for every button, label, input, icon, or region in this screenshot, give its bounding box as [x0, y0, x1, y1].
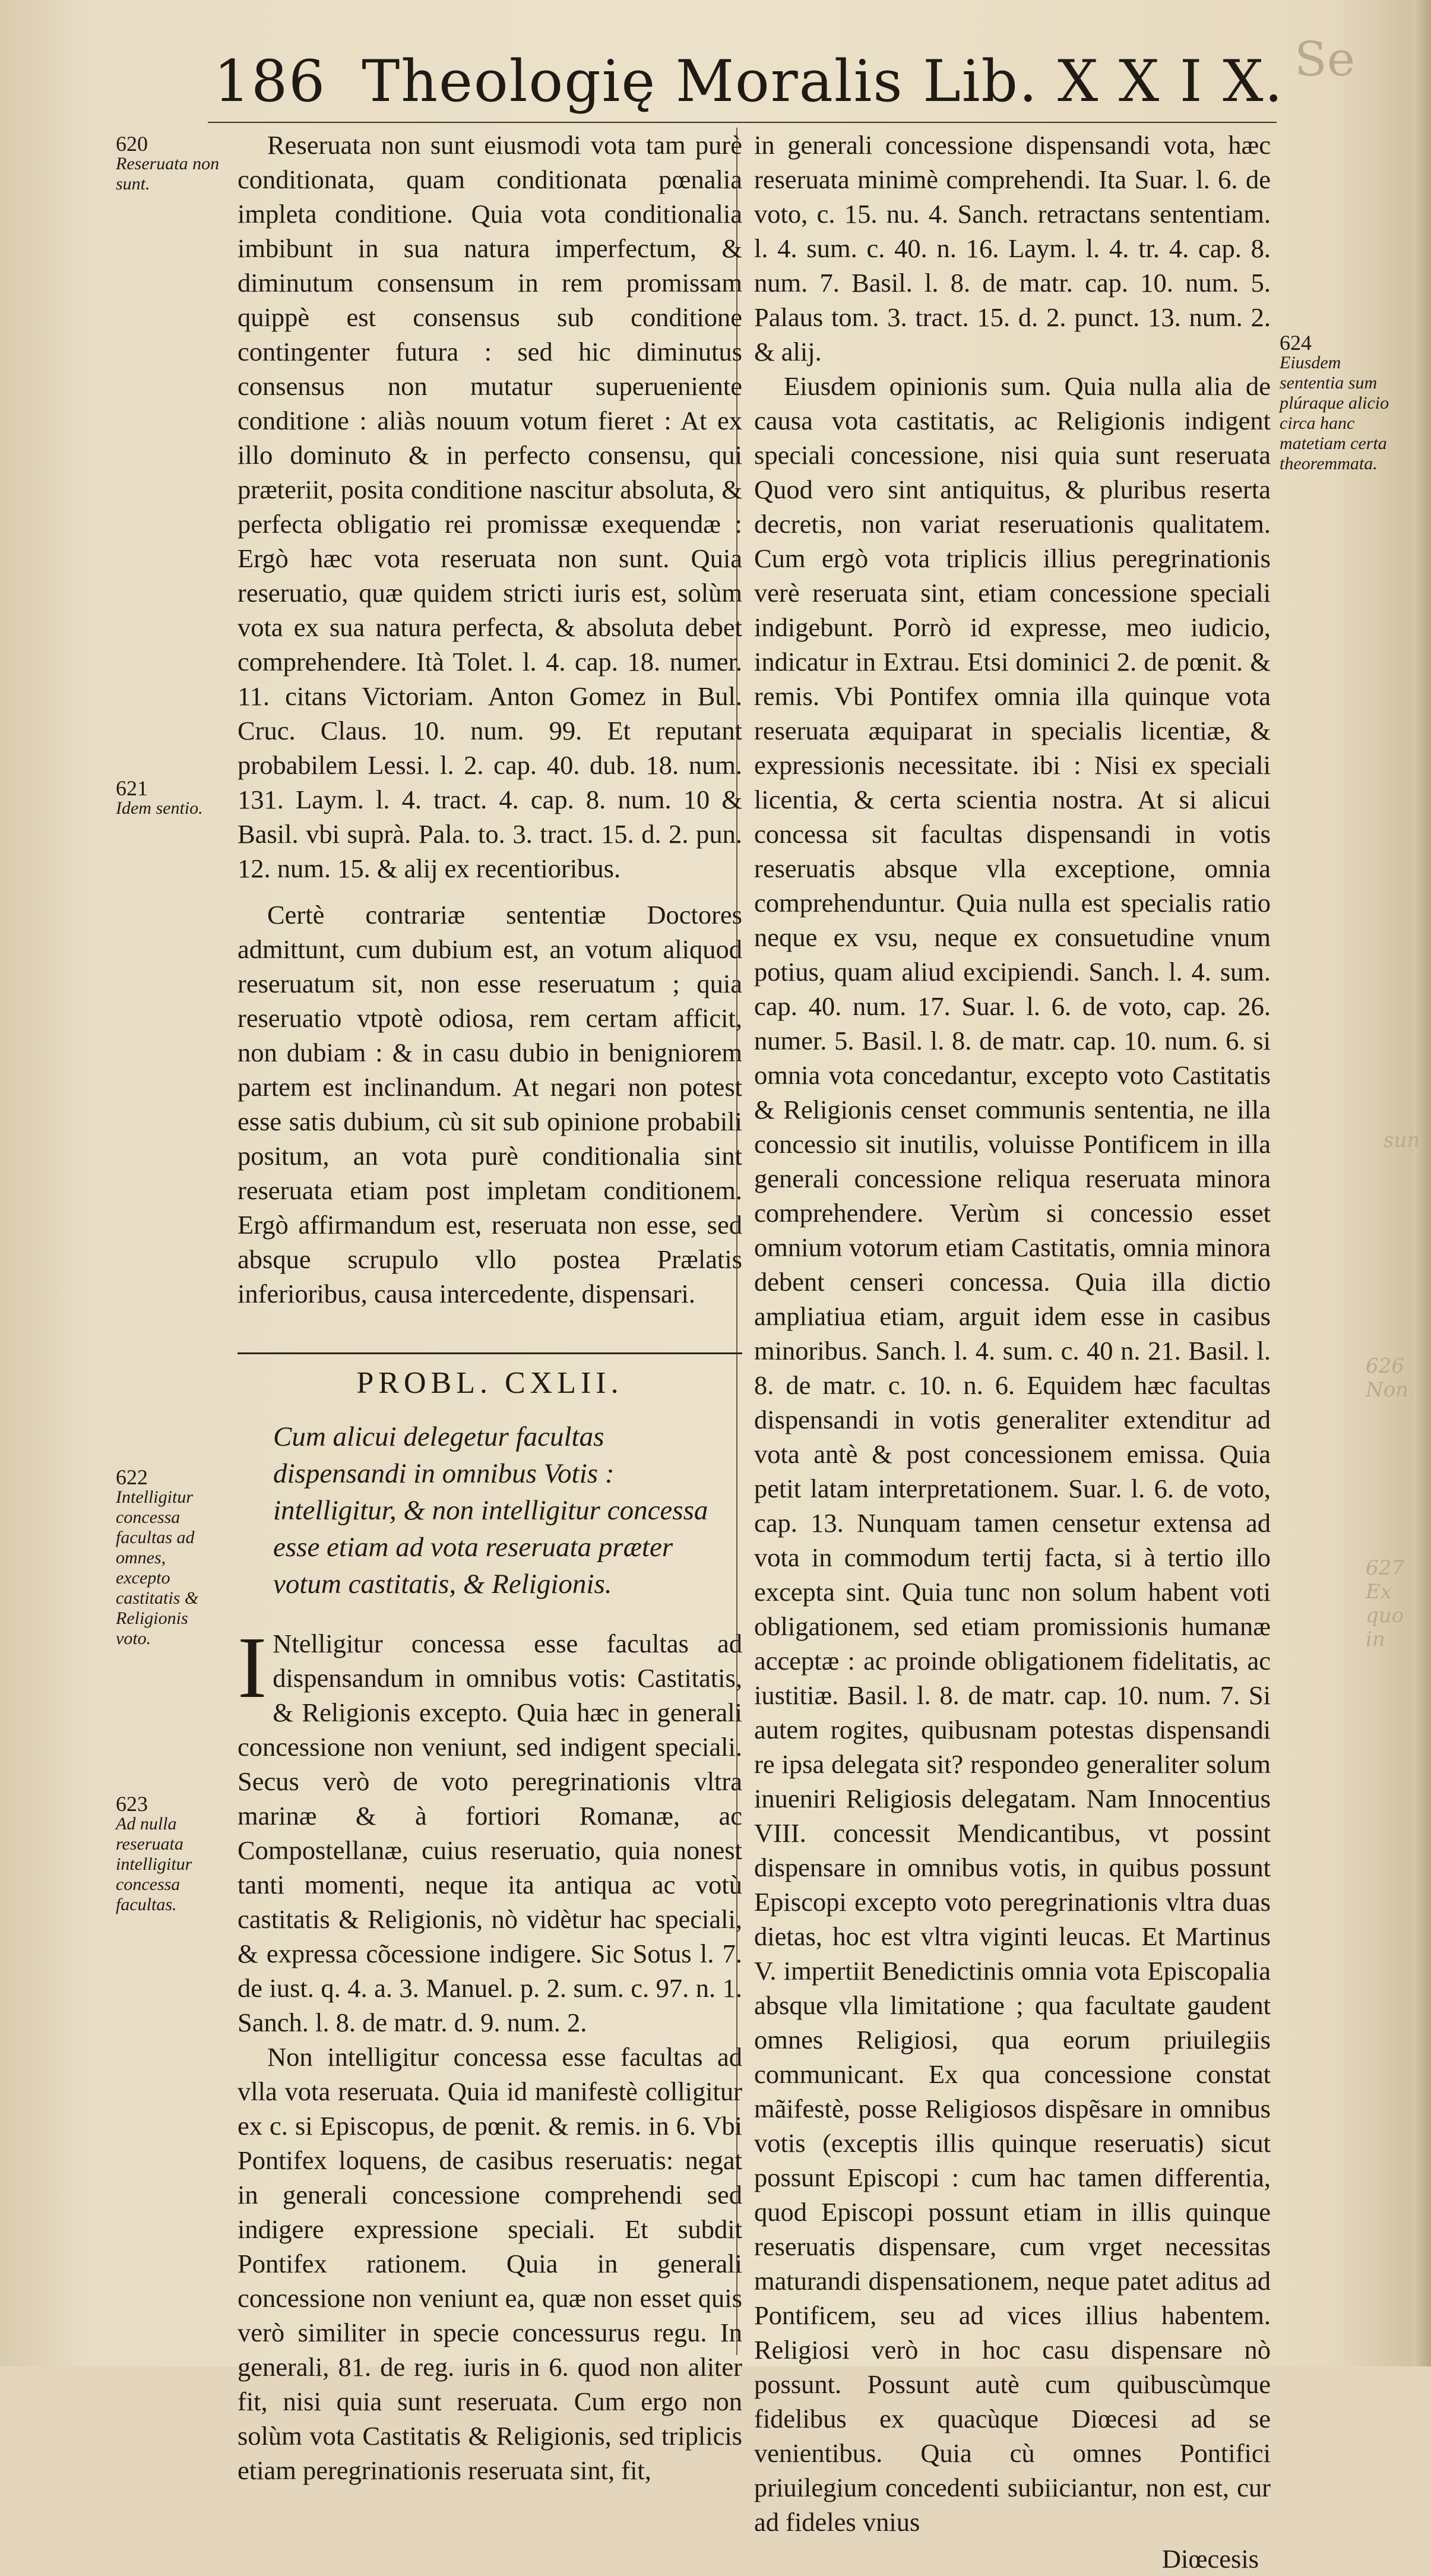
catchword: Diœcesis: [1161, 2544, 1259, 2574]
paragraph-624: Eiusdem opinionis sum. Quia nulla alia de causa vota castitatis, ac Religionis indigent speciali concessione, nisi quia sunt reseruata Quod vero sint antiquitus, & pluribus reserta decretis, non variat reseruationis qualitatem. Cum ergò vota triplicis illius peregrinationis verè reseruata sint, etiam concessione speciali indigebunt. Porrò id expresse, meo iudicio, indicatur in Extrau. Etsi dominici 2. de pœnit. & remis. Vbi Pontifex omnia illa quinque vota reseruata æquiparat in specialis licentiæ, & expressionis necessitate. ibi : Nisi ex speciali licentia, & certa scientia nostra. At si alicui concessa sit facultas dispensandi in votis reseruatis absque vlla exceptione, omnia comprehenduntur. Quia nulla est specialis ratio neque ex vsu, neque ex consuetudine vnum potius, quam aliud excipiendi. Sanch. l. 4. sum. cap. 40. num. 17. Suar. l. 6. de voto, cap. 26. numer. 5. Basil. l. 8. de matr. cap. 10. num. 6. si omnia vota concedantur, excepto voto Castitatis & Religionis censet communis sententia, ne illa concessio sit inutilis, voluisse Pontificem in illa generali concessione reliqua reseruata minora comprehendere. Verùm si concessio esset omnium votorum etiam Castitatis, omnia minora debent censeri concessa. Quia illa dictio ampliatiua etiam, arguit idem esse in casibus minoribus. Sanch. l. 4. sum. c. 40 n. 21. Basil. l. 8. de matr. c. 10. n. 6. Equidem hæc facultas dispensandi in votis generaliter extenditur ad vota antè & post concessionem emissa. Quia petit latam interpretationem. Suar. l. 6. de voto, cap. 13. Nunquam tamen censetur extensa ad vota in commodum tertij facta, si à tertio illo excepta sint. Quia tunc non solum habent voti obligationem, sed etiam promissionis humanæ acceptæ : ac proinde obligationem fidelitatis, ac iustitiæ. Basil. l. 8. de matr. cap. 10. num. 7. Si autem rogites, quibusnam potestas dispensandi re ipsa delegata sit? respondeo generaliter solum inueniri Religiosis delegatam. Nam Innocentius VIII. concessit Mendicantibus, vt possint dispensare in omnibus votis, in quibus possunt Episcopi excepto voto peregrinationis vltra duas dietas, hoc est vltra viginti leucas. Et Martinus V. impertiit Benedictinis omnia vota Episcopalia absque vlla limitatione ; qua facultate gaudent omnes Religiosi, qua eorum priuilegiis communicant. Ex qua concessione constat mãifestè, posse Religiosos dispẽsare in omnibus votis (exceptis illis quinque reseruatis) sicut possunt Episcopi : cum hac tamen differentia, quod Episcopi possunt etiam in illis quinque reseruatis dispensare, cum vrget necessitas maturandi dispensationem, neque patet aditus ad Pontificem, seu ad vices illius habentem. Religiosi verò in hoc casu dispensare nò possunt. Possunt autè cum quibuscùmque fidelibus ex quacùque Diœcesi ad se venientibus. Quia cù omnes Pontifici priuilegium concedenti subiiciantur, non est, cur ad fideles vnius: [754, 371, 1271, 2537]
margin-note-text: Reseruata non sunt.: [116, 154, 220, 194]
running-header: [214, 48, 1284, 116]
bleed-through-text: sun: [1383, 1129, 1420, 1152]
adjacent-page-edge: [1413, 0, 1431, 2366]
left-column: [238, 128, 742, 2488]
paragraph-number: 624: [1280, 331, 1312, 355]
margin-note-text: Intelligitur concessa facultas ad omnes, excepto castitatis & Religionis voto.: [116, 1487, 199, 1648]
problem-title: Cum alicui delegetur facultas dispensandi in omnibus Votis : intelligitur, & non intelligitur concessa esse etiam ad vota reseruata præter votum castitatis, & Religionis.: [273, 1421, 708, 1600]
paragraph-622-text: Ntelligitur concessa esse facultas ad dispensandum in omnibus votis: Castitatis, & Religionis excepto. Quia hæc in generali concessione non veniunt, sed indigent speciali. Secus verò de voto peregrinationis vltra marinæ & à fortiori Romanæ, ac Compostellanæ, cuius reseruatio, quia nonest tanti momenti, neque ita antiqua ac votù castitatis & Religionis, nò vidètur hac speciali, & expressa cõcessione indigere. Sic Sotus l. 7. de iust. q. 4. a. 3. Manuel. p. 2. sum. c. 97. n. 1. Sanch. l. 8. de matr. d. 9. num. 2.: [238, 1629, 742, 2037]
bleed-through-text: 627 Ex quo in: [1366, 1556, 1404, 1651]
paragraph-623: Non intelligitur concessa esse facultas ad vlla vota reseruata. Quia id manifestè colligitur ex c. si Episcopus, de pœnit. & remis. in 6. Vbi Pontifex loquens, de casibus reseruatis: negat in generali concessione comprehendi sed indigere expressione speciali. Et subdit Pontifex rationem. Quia in generali concessione non veniunt ea, quæ non esset quis verò similiter in specie concessurus regu. In generali, 81. de reg. iuris in 6. quod non aliter fit, nisi quia sunt reseruata. Cum ergo non solùm vota Castitatis & Religionis, sed triplicis etiam peregrinationis reseruata sint, fit,: [238, 2042, 742, 2485]
margin-note-text: Idem sentio.: [116, 798, 203, 818]
bleed-through-text: Se: [1294, 31, 1356, 87]
running-title: Theologię Moralis Lib. X X I X.: [362, 48, 1284, 115]
margin-note-622: [116, 1467, 223, 1649]
right-column: [742, 128, 1271, 2576]
paragraph-622: [238, 1619, 742, 2040]
margin-note-621: [116, 778, 223, 818]
margin-note-text: Ad nulla reseruata intelligitur concessa facultas.: [116, 1814, 192, 1914]
paragraph-number: 623: [116, 1792, 148, 1816]
margin-note-620: [116, 134, 223, 194]
bleed-through-text: 626 Non: [1366, 1354, 1409, 1402]
drop-cap: I: [238, 1619, 267, 1717]
paragraph-621: Certè contrariæ sententiæ Doctores admittunt, cum dubium est, an votum aliquod reseruatum sit, non esse reseruatum ; quia reseruatio vtpotè odiosa, rem certam afficit, non dubiam : & in casu dubio in benigniorem partem est inclinandum. At negari non potest esse satis dubium, cù sit sub opinione probabili positum, an vota purè conditionalia sint reseruata etiam post impletam conditionem. Ergò affirmandum est, reseruata non esse, sed absque scrupulo vllo postea Prælatis inferioribus, causa intercedente, dispensari.: [238, 900, 742, 1308]
paragraph-number: 620: [116, 132, 148, 156]
paragraph-620: Reseruata non sunt eiusmodi vota tam purè conditionata, quam conditionata pœnalia impleta conditione. Quia vota conditionalia imbibunt in sua natura imperfectum, & diminutum consensum in rem promissam quippè est consensus sub conditione contingenter futura : sed hic diminutus consensus non mutatur superueniente conditione : aliàs nouum votum fieret : At ex illo dominuto & in perfecto consensu, qui præteriit, posita conditione nascitur absoluta, & perfecta obligatio rei promissæ exequendæ : Ergò hæc vota reseruata non sunt. Quia reseruatio, quæ quidem stricti iuris est, solùm vota ex sua natura perfecta, & absoluta debet comprehendere. Ità Tolet. l. 4. cap. 18. numer. 11. citans Victoriam. Anton Gomez in Bul. Cruc. Claus. 10. num. 99. Et reputant probabilem Lessi. l. 2. cap. 40. dub. 18. num. 131. Laym. l. 4. tract. 4. cap. 8. num. 10 & Basil. vbi suprà. Pala. to. 3. tract. 15. d. 2. pun. 12. num. 15. & alij ex recentioribus.: [238, 130, 742, 883]
margin-note-624: [1280, 333, 1398, 474]
problem-heading: PROBL. CXLII.: [238, 1352, 742, 1401]
paragraph-number: 621: [116, 776, 148, 800]
margin-note-623: [116, 1794, 223, 1915]
header-rule: [208, 122, 1277, 123]
paragraph-number: 622: [116, 1465, 148, 1489]
margin-note-text: Eiusdem sententia sum plúraque alicio circa hanc matetiam certa theoremmata.: [1280, 353, 1389, 473]
page-number: 186: [214, 48, 327, 115]
paragraph-continued: in generali concessione dispensandi vota, hæc reseruata minimè comprehendi. Ita Suar. l. 6. de voto, c. 15. nu. 4. Sanch. retractans sententiam. l. 4. sum. c. 40. n. 16. Laym. l. 4. tr. 4. cap. 8. num. 7. Basil. l. 8. de matr. cap. 10. num. 5. Palaus tom. 3. tract. 15. d. 2. punct. 13. num. 2. & alij.: [754, 130, 1271, 366]
